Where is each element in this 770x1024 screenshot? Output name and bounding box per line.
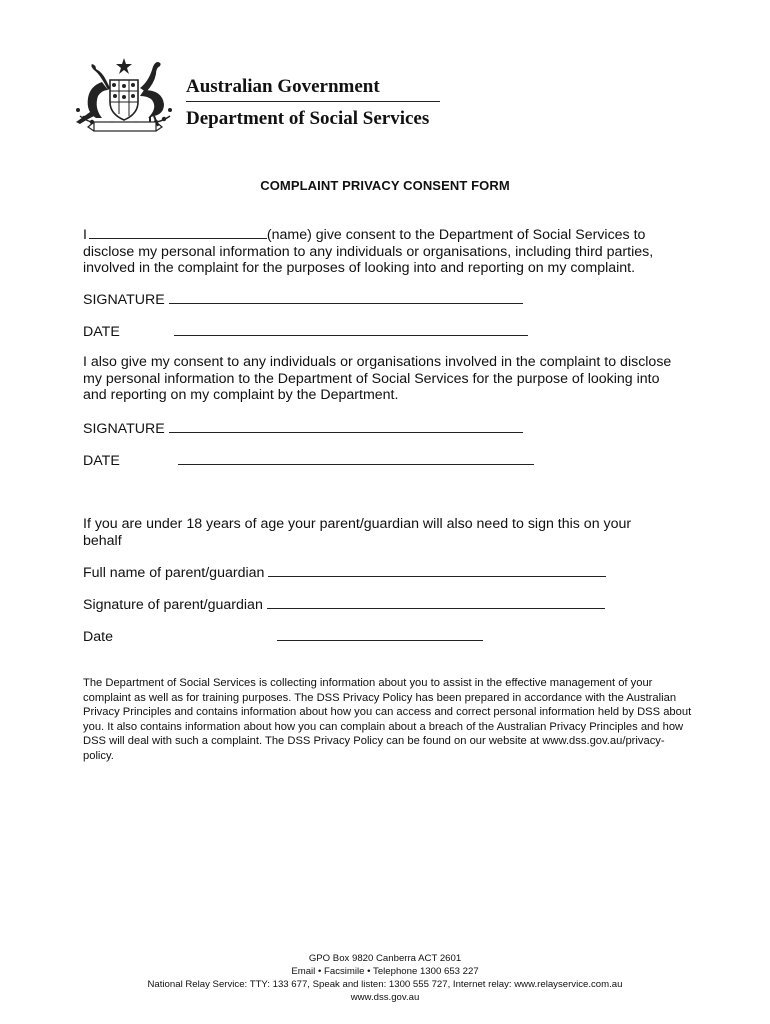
guardian-note: If you are under 18 years of age your parent/guardian will also need to sign this on your behalf — [83, 516, 632, 549]
guardian-date-row — [83, 628, 483, 645]
guardian-name-row — [83, 564, 606, 581]
date-row-1 — [83, 323, 528, 340]
guardian-signature-field[interactable] — [267, 596, 605, 609]
date-label: DATE — [83, 324, 120, 340]
signature-field-1[interactable] — [169, 291, 523, 304]
signature-field-2[interactable] — [169, 420, 523, 433]
guardian-signature-label: Signature of parent/guardian — [83, 597, 263, 613]
date-field-2[interactable] — [178, 452, 534, 465]
footer-website: www.dss.gov.au — [350, 992, 420, 1003]
name-field[interactable] — [89, 226, 267, 239]
date-label: DATE — [83, 453, 120, 469]
guardian-date-field[interactable] — [277, 628, 483, 641]
consent-paragraph-2: I also give my consent to any individuals or organisations involved in the complaint to disclose my personal information to the Department of Social Services for the purpose of looking into and reporting on my complaint by the Department. — [83, 354, 672, 403]
footer-contact: Email • Facsimile • Telephone 1300 653 227 — [291, 966, 479, 977]
privacy-notice: The Department of Social Services is collecting information about you to assist in the effective management of your complaint as well as for training purposes. The DSS Privacy Policy has been prepared in accordance with the Australian Privacy Principles and contains information about how you can access and correct personal information held by DSS about you. It also contains information about how you can complain about a breach of the Australian Privacy Principles and how DSS will deal with such a complaint. The DSS Privacy Policy can be found on our website at www.dss.gov.au/privacy-policy. — [83, 677, 692, 762]
guardian-name-field[interactable] — [268, 564, 606, 577]
coat-of-arms-icon — [72, 56, 178, 134]
department-name: Department of Social Services — [186, 108, 430, 129]
footer-relay: National Relay Service: TTY: 133 677, Speak and listen: 1300 555 727, Internet relay: www.relayservice.com.au — [147, 979, 623, 990]
guardian-date-label: Date — [83, 629, 113, 645]
consent-prefix: I — [83, 227, 87, 243]
signature-row-2 — [83, 420, 523, 437]
date-row-2 — [83, 452, 534, 469]
date-field-1[interactable] — [174, 323, 528, 336]
signature-label: SIGNATURE — [83, 292, 165, 308]
guardian-name-label: Full name of parent/guardian — [83, 565, 265, 581]
signature-row-1 — [83, 291, 523, 308]
consent-paragraph-1 — [83, 226, 683, 277]
header-divider — [186, 101, 440, 102]
guardian-signature-row — [83, 596, 605, 613]
government-name: Australian Government — [186, 76, 380, 97]
form-title: COMPLAINT PRIVACY CONSENT FORM — [260, 178, 510, 193]
consent-text-1: (name) give consent to the Department of Social Services to disclose my personal information to any individuals or organisations, including third parties, involved in the complaint for the purposes of looking into and reporting on my complaint. — [83, 227, 654, 276]
footer-address: GPO Box 9820 Canberra ACT 2601 — [308, 953, 462, 964]
signature-label: SIGNATURE — [83, 421, 165, 437]
